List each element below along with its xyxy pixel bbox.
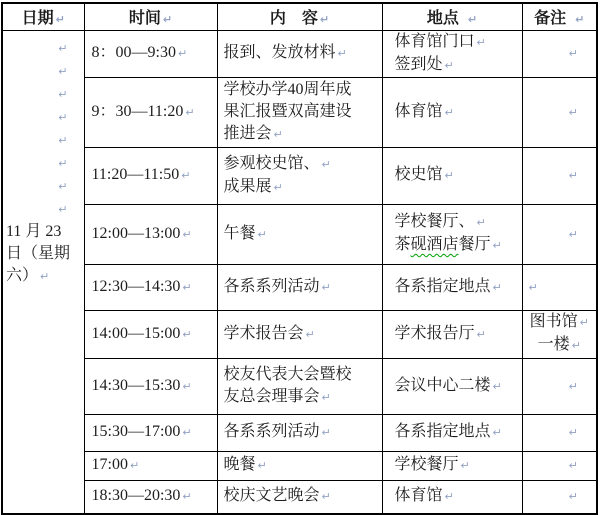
table-row (2, 30, 597, 77)
text-line (3, 129, 84, 152)
note-cell (522, 358, 597, 414)
text-line (383, 164, 522, 187)
paragraph-mark-icon: ↵ (319, 13, 330, 27)
date-text: 日（星期 (6, 244, 71, 262)
time-cell (84, 147, 217, 204)
table-row (2, 358, 597, 414)
text-line (3, 37, 84, 60)
text-line (383, 101, 522, 124)
content-text: 友总会理事会 (223, 387, 320, 405)
paragraph-mark-icon: ↵ (579, 316, 589, 329)
table-row (2, 264, 597, 310)
paragraph-mark-icon: ↵ (55, 13, 65, 27)
paragraph-mark-icon: ↵ (337, 47, 347, 60)
time-cell (84, 414, 217, 451)
text-line (85, 454, 217, 477)
text-line (536, 223, 598, 246)
text-line (85, 276, 217, 299)
note-cell (522, 30, 597, 77)
paragraph-mark-icon: ↵ (177, 47, 188, 60)
paragraph-mark-icon: ↵ (460, 459, 470, 472)
time-cell (84, 204, 217, 264)
text-line (218, 123, 382, 146)
text-line (523, 334, 597, 357)
text-line (536, 454, 598, 477)
paragraph-mark-icon: ↵ (182, 490, 192, 504)
note-cell (522, 310, 597, 358)
header-content (217, 3, 382, 30)
note-text: 图书馆 (529, 313, 578, 330)
text-line (3, 175, 84, 198)
content-text: 参观校史馆、 (223, 154, 320, 172)
date-text: 11 月 23 (6, 222, 62, 240)
content-text: 各系系列活动 (223, 423, 320, 440)
location-text: 学校餐厅 (394, 456, 459, 473)
location-text: 签到处 (394, 55, 443, 73)
content-cell (217, 414, 382, 451)
text-line (383, 375, 522, 398)
location-text: 学校餐厅、 (394, 213, 475, 230)
note-cell (522, 204, 597, 264)
time-cell (84, 480, 217, 514)
paragraph-mark-icon: ↵ (444, 105, 454, 119)
text-line (536, 101, 598, 124)
text-line (218, 454, 382, 477)
location-cell (382, 480, 522, 514)
text-line (218, 101, 382, 123)
paragraph-mark-icon: ↵ (40, 269, 50, 283)
header-label: 时间 (128, 10, 161, 28)
paragraph-mark-icon: ↵ (321, 426, 331, 439)
paragraph-mark-icon: ↵ (182, 426, 192, 439)
text-line (3, 152, 84, 175)
text-line (3, 243, 84, 265)
date-text: 六） (6, 266, 39, 284)
content-cell (217, 30, 382, 77)
location-text: 校史馆 (394, 166, 443, 183)
text-line (383, 323, 522, 346)
text-line (536, 485, 598, 508)
text-line (85, 164, 217, 187)
note-cell (522, 147, 597, 204)
content-cell (217, 77, 382, 147)
content-text: 校友代表大会暨校 (223, 365, 352, 383)
text-line (218, 79, 382, 101)
text-line (85, 101, 217, 124)
table-row (2, 414, 597, 451)
location-cell (382, 30, 522, 77)
location-cell (382, 204, 522, 264)
table-row (2, 147, 597, 204)
paragraph-mark-icon: ↵ (58, 64, 68, 78)
content-cell (217, 204, 382, 264)
content-text: 校庆文艺晚会 (223, 487, 320, 505)
paragraph-mark-icon: ↵ (321, 280, 331, 294)
text-line (3, 198, 84, 221)
text-line (3, 106, 84, 129)
text-line: 茶砚酒店餐厅 ↵ (394, 236, 502, 253)
location-cell (382, 310, 522, 358)
header-label: 地点 (426, 10, 459, 28)
time-cell (84, 451, 217, 480)
text-line (536, 42, 598, 65)
time-cell (84, 30, 217, 77)
note-cell (522, 77, 597, 147)
paragraph-mark-icon: ↵ (568, 169, 578, 182)
text-line (536, 375, 598, 398)
paragraph-mark-icon: ↵ (571, 339, 581, 352)
text-line (218, 176, 382, 199)
content-text: 报到、发放材料 (223, 44, 336, 61)
paragraph-mark-icon: ↵ (444, 490, 454, 504)
paragraph-mark-icon: ↵ (568, 490, 578, 504)
text-line (3, 265, 84, 288)
paragraph-mark-icon: ↵ (129, 459, 140, 472)
text-line (383, 454, 522, 477)
paragraph-mark-icon: ↵ (257, 227, 267, 241)
location-text: 学术报告厅 (394, 324, 475, 342)
text-line (218, 276, 382, 299)
header-row (2, 3, 597, 30)
text-line (218, 485, 382, 508)
content-text: 学校办学40周年成 (223, 80, 352, 98)
paragraph-mark-icon: ↵ (476, 35, 486, 49)
content-cell (217, 147, 382, 204)
paragraph-mark-icon: ↵ (58, 110, 68, 124)
location-text: 体育馆门口 (394, 32, 475, 50)
table-row (2, 204, 597, 264)
text-line (85, 375, 217, 398)
note-cell (522, 264, 597, 310)
text-line (218, 386, 382, 409)
header-time (84, 3, 217, 30)
paragraph-mark-icon: ↵ (181, 169, 191, 182)
paragraph-mark-icon: ↵ (58, 133, 68, 147)
location-text: 各系指定地点 (394, 423, 491, 440)
location-cell (382, 264, 522, 310)
content-cell (217, 451, 382, 480)
text-line (383, 31, 522, 54)
paragraph-mark-icon: ↵ (58, 41, 68, 55)
location-cell (382, 414, 522, 451)
content-cell (217, 264, 382, 310)
paragraph-mark-icon: ↵ (305, 327, 315, 341)
paragraph-mark-icon: ↵ (58, 156, 68, 170)
header-date (2, 3, 84, 30)
text-line (523, 276, 597, 299)
paragraph-mark-icon: ↵ (568, 426, 578, 439)
location-cell (382, 358, 522, 414)
text-line (3, 60, 84, 83)
date-cell (2, 30, 84, 514)
note-cell (522, 480, 597, 514)
paragraph-mark-icon: ↵ (476, 327, 486, 341)
content-text: 果汇报暨双高建设 (223, 102, 352, 120)
table-row (2, 77, 597, 147)
text-line (218, 42, 382, 65)
time-text: 18:30—20:30 (91, 487, 181, 505)
content-cell (217, 480, 382, 514)
paragraph-mark-icon: ↵ (575, 13, 585, 27)
paragraph-mark-icon: ↵ (257, 459, 267, 472)
paragraph-mark-icon: ↵ (476, 216, 486, 229)
paragraph-mark-icon: ↵ (492, 280, 502, 294)
paragraph-mark-icon: ↵ (58, 179, 68, 193)
text-line (85, 323, 217, 346)
paragraph-mark-icon: ↵ (182, 379, 192, 393)
text-line (218, 364, 382, 386)
location-cell (382, 451, 522, 480)
paragraph-mark-icon: ↵ (467, 13, 478, 27)
location-cell (382, 77, 522, 147)
location-text: 体育馆 (394, 102, 443, 120)
paragraph-mark-icon: ↵ (492, 379, 502, 393)
paragraph-mark-icon: ↵ (182, 327, 192, 341)
header-label: 日期 (21, 10, 54, 28)
location-text: 会议中心二楼 (394, 376, 491, 394)
paragraph-mark-icon: ↵ (444, 169, 454, 182)
table-row (2, 310, 597, 358)
paragraph-mark-icon: ↵ (568, 47, 578, 60)
text-line (383, 54, 522, 77)
text-line (218, 223, 382, 246)
content-text: 各系系列活动 (223, 277, 320, 295)
content-text: 推进会 (223, 124, 272, 142)
paragraph-mark-icon: ↵ (182, 280, 192, 294)
content-cell (217, 358, 382, 414)
header-label: 备注 (534, 10, 567, 28)
time-text: 12:30—14:30 (91, 277, 181, 295)
schedule-table (1, 2, 598, 515)
time-text: 11:20—11:50 (91, 166, 180, 183)
paragraph-mark-icon: ↵ (321, 390, 331, 404)
paragraph-mark-icon: ↵ (492, 239, 502, 252)
spellcheck-wavy-text: 砚酒店 (410, 236, 459, 253)
paragraph-mark-icon: ↵ (321, 157, 331, 171)
time-text: 8：00—9:30 (91, 44, 176, 61)
paragraph-mark-icon: ↵ (185, 105, 195, 119)
content-text: 晚餐 (223, 456, 256, 473)
content-cell (217, 310, 382, 358)
text-line (383, 421, 522, 444)
note-cell (522, 451, 597, 480)
location-text: 体育馆 (394, 487, 443, 505)
time-text: 14:30—15:30 (91, 376, 181, 394)
time-text: 14:00—15:00 (91, 324, 181, 342)
table-row (2, 451, 597, 480)
note-cell (522, 414, 597, 451)
paragraph-mark-icon: ↵ (321, 490, 331, 504)
text-line (383, 276, 522, 299)
time-text: 15:30—17:00 (91, 423, 181, 440)
time-text: 12:00—13:00 (91, 224, 181, 242)
content-text: 成果展 (223, 177, 272, 195)
paragraph-mark-icon: ↵ (273, 180, 283, 194)
time-text: 17:00 (91, 456, 128, 473)
content-text: 学术报告会 (223, 324, 304, 342)
paragraph-mark-icon: ↵ (58, 87, 68, 101)
header-location (382, 3, 522, 30)
time-text: 9：30—11:20 (91, 102, 184, 120)
paragraph-mark-icon: ↵ (568, 459, 578, 472)
text-line (383, 211, 522, 234)
note-text: 一楼 (537, 336, 570, 353)
table-row (2, 480, 597, 514)
paragraph-mark-icon: ↵ (444, 58, 454, 72)
text-line (383, 485, 522, 508)
header-note (522, 3, 597, 30)
paragraph-mark-icon: ↵ (528, 280, 538, 294)
text-line (218, 153, 382, 176)
text-line (536, 421, 598, 444)
text-line (218, 323, 382, 346)
text-line (85, 485, 217, 508)
paragraph-mark-icon: ↵ (568, 105, 578, 119)
text-line (3, 221, 84, 243)
paragraph-mark-icon: ↵ (568, 227, 578, 241)
paragraph-mark-icon: ↵ (568, 379, 578, 393)
text-line (85, 223, 217, 246)
time-cell (84, 358, 217, 414)
paragraph-mark-icon: ↵ (162, 13, 173, 27)
text-line (3, 83, 84, 106)
text-line (85, 421, 217, 444)
paragraph-mark-icon: ↵ (492, 426, 502, 439)
paragraph-mark-icon: ↵ (273, 127, 283, 141)
paragraph-mark-icon: ↵ (58, 202, 68, 216)
location-text: 各系指定地点 (394, 277, 491, 295)
text-line (85, 42, 217, 65)
time-cell (84, 77, 217, 147)
location-cell (382, 147, 522, 204)
time-cell (84, 310, 217, 358)
header-label: 内 容 (269, 10, 318, 28)
text-line (218, 421, 382, 444)
text-line (536, 164, 598, 187)
time-cell (84, 264, 217, 310)
content-text: 午餐 (223, 224, 256, 242)
paragraph-mark-icon: ↵ (182, 227, 192, 241)
text-line (523, 311, 597, 334)
